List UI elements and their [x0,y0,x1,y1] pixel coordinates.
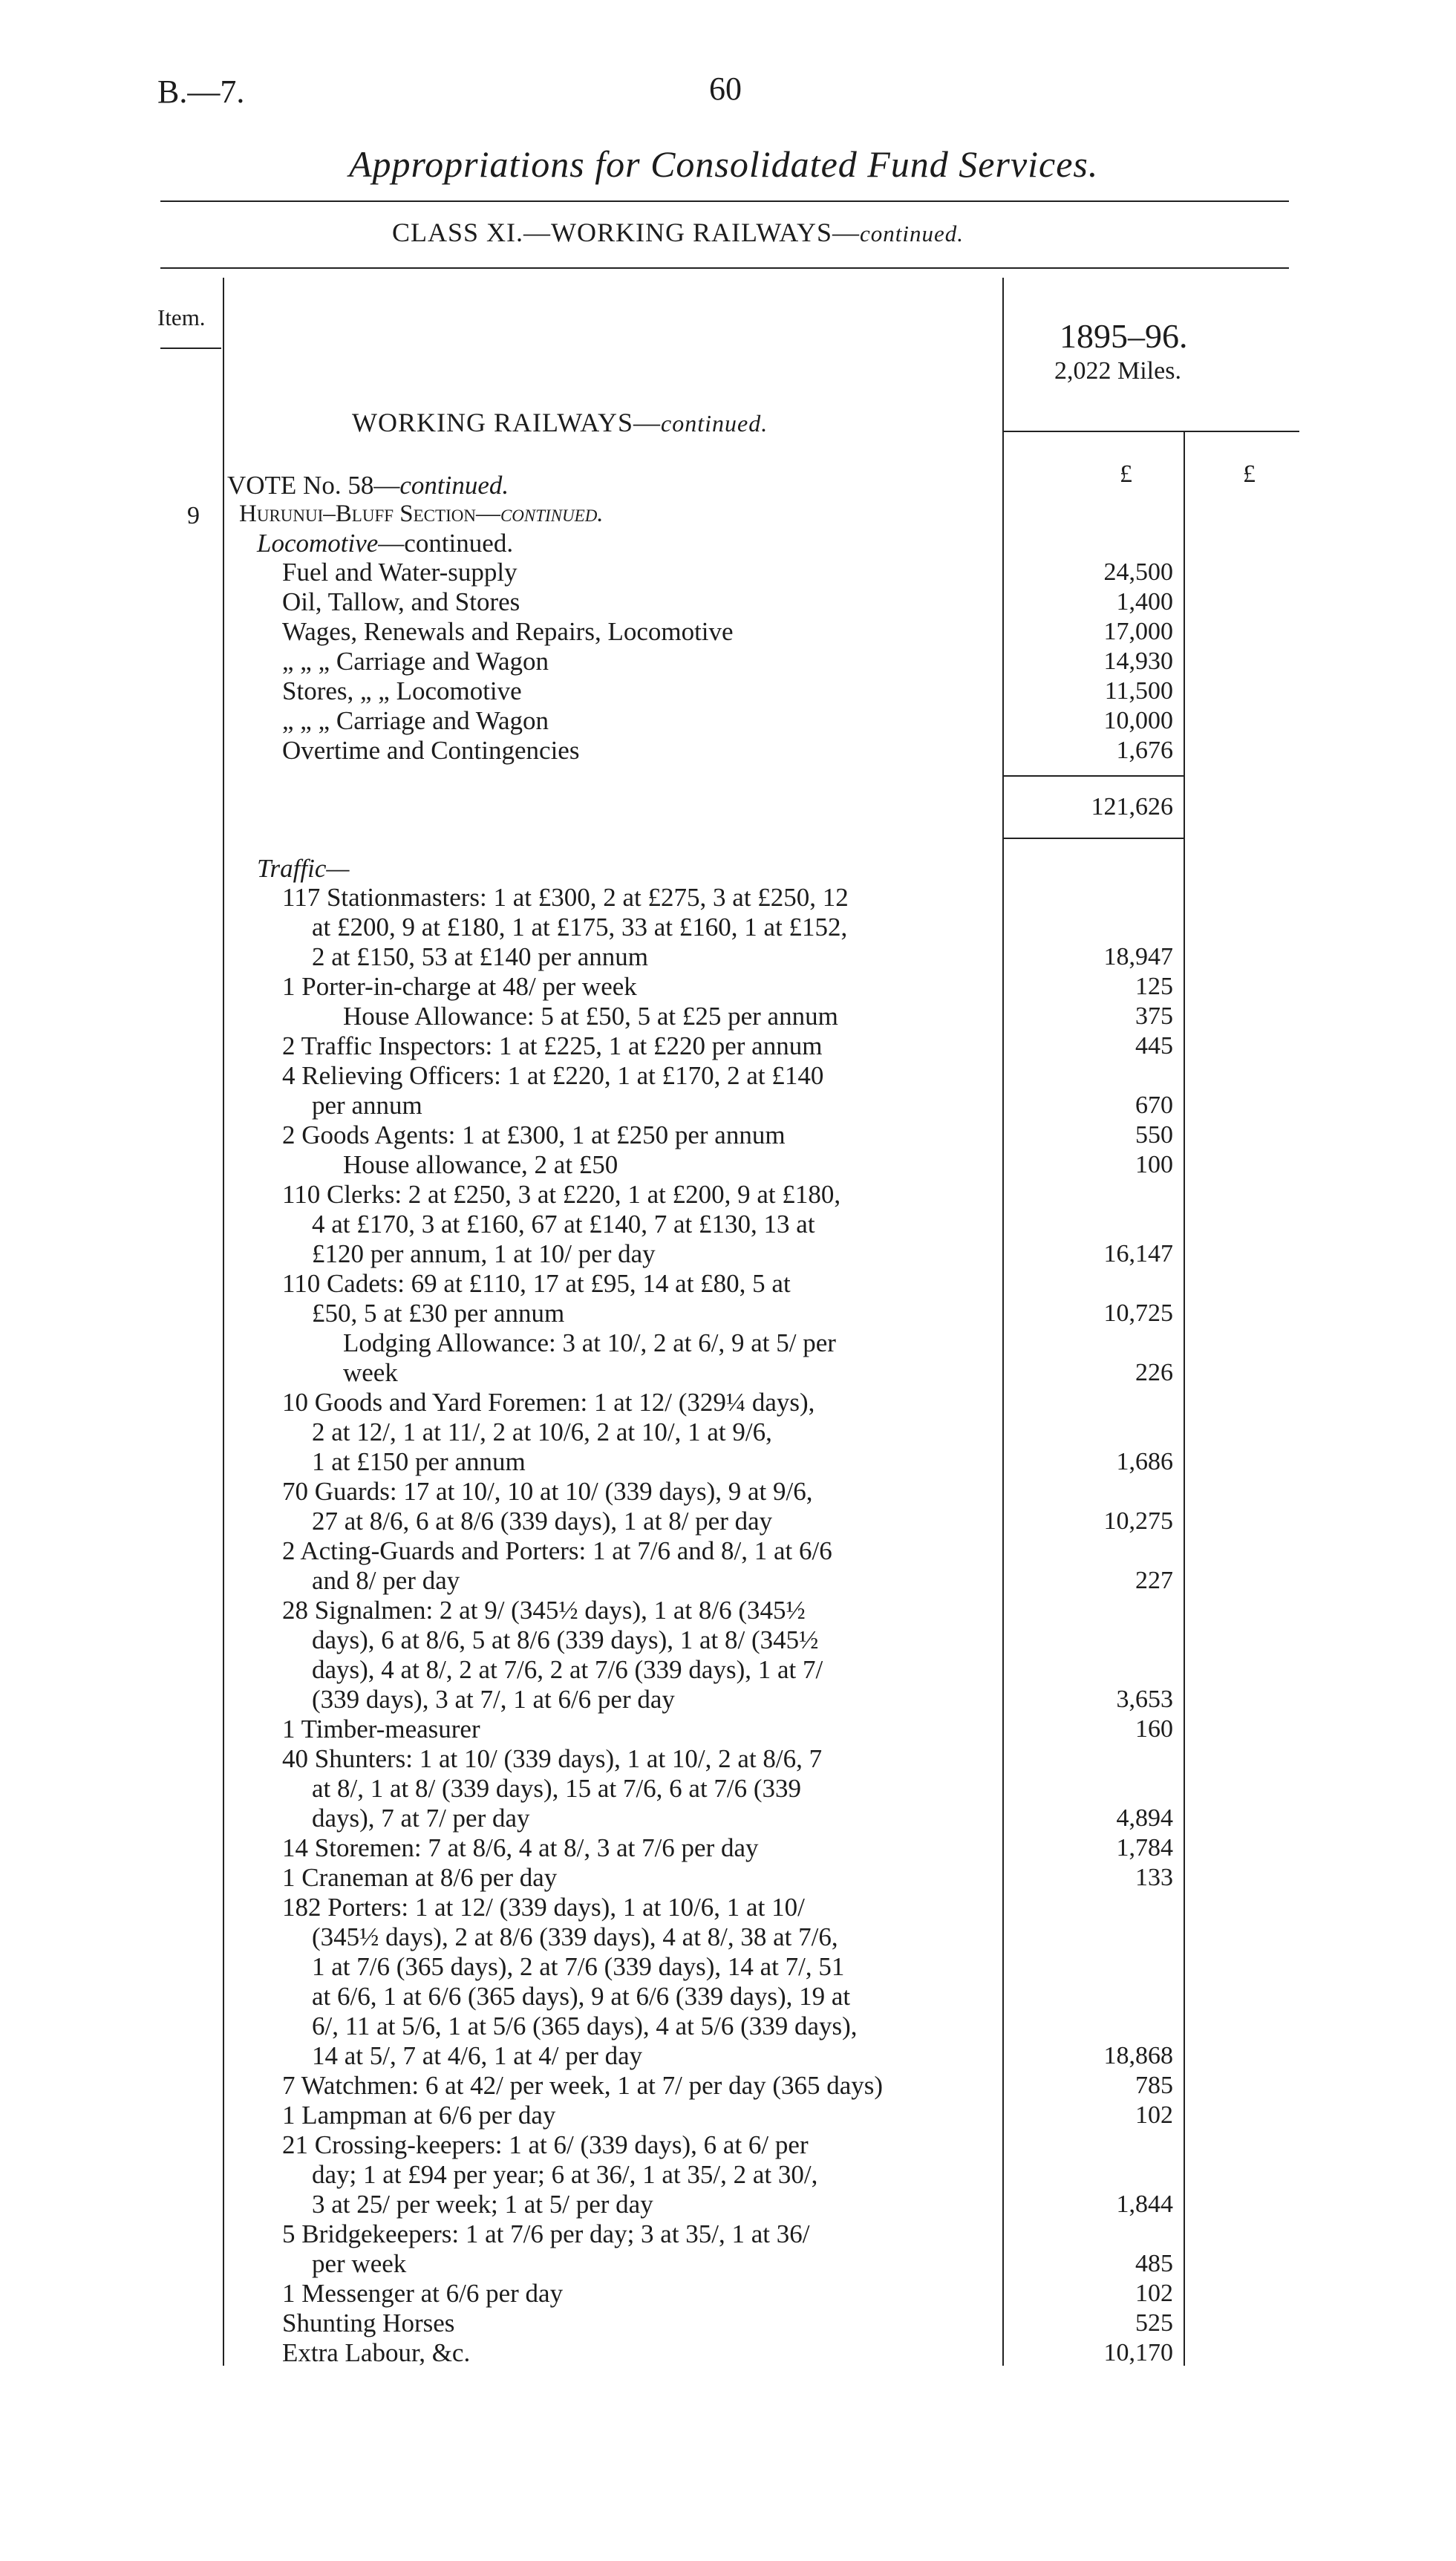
locomotive-total: 121,626 [1091,793,1173,821]
amount-cell: 445 [1135,1032,1173,1060]
amount-cell: 525 [1135,2309,1173,2337]
amount-cell: 14,930 [1103,647,1173,675]
traffic-item-line: 2 at 12/, 1 at 11/, 2 at 10/6, 2 at 10/, 1 at 9/6, [312,1417,772,1446]
locomotive-item: Wages, Renewals and Repairs, Locomotive [282,617,734,646]
traffic-item-line: 110 Clerks: 2 at £250, 3 at £220, 1 at £200, 9 at £180, [282,1180,841,1209]
item-column-rule [160,348,221,349]
amount-cell: 18,947 [1103,943,1173,970]
amount-cell: 670 [1135,1092,1173,1119]
locomotive-item: „ „ „ Carriage and Wagon [282,647,549,676]
amount-cell: 1,784 [1116,1834,1173,1862]
traffic-item-line: per annum [312,1091,422,1120]
traffic-subheading: Traffic— [257,854,350,883]
traffic-item-line: 1 Porter-in-charge at 48/ per week [282,972,637,1001]
traffic-item-line: Lodging Allowance: 3 at 10/, 2 at 6/, 9 at 5/ per [343,1328,836,1357]
amount-cell: 10,170 [1103,2339,1173,2366]
currency-column-2: £ [1243,460,1256,488]
locomotive-item: Fuel and Water-supply [282,558,518,587]
traffic-item-line: 1 Messenger at 6/6 per day [282,2279,564,2308]
traffic-item-line: 2 Acting-Guards and Porters: 1 at 7/6 and 8/, 1 at 6/6 [282,1536,832,1565]
amount-cell: 1,400 [1116,588,1173,616]
traffic-item-line: 7 Watchmen: 6 at 42/ per week, 1 at 7/ per day (365 days) [282,2071,884,2100]
amount-cell: 1,676 [1116,737,1173,764]
traffic-item-line: week [343,1358,398,1387]
traffic-item-line: 5 Bridgekeepers: 1 at 7/6 per day; 3 at 35/, 1 at 36/ [282,2219,810,2248]
class-title: CLASS XI.—WORKING RAILWAYS—continued. [392,218,964,247]
traffic-item-line: and 8/ per day [312,1566,460,1595]
amount-cell: 785 [1135,2072,1173,2099]
traffic-item-line: 21 Crossing-keepers: 1 at 6/ (339 days), 6 at 6/ per [282,2130,809,2159]
traffic-item-line: 2 at £150, 53 at £140 per annum [312,942,648,971]
year-header: 1895–96. [1060,317,1188,355]
traffic-item-line: £50, 5 at £30 per annum [312,1299,565,1328]
amount-cell: 24,500 [1103,558,1173,586]
amount-cell: 100 [1135,1151,1173,1178]
currency-column-1: £ [1120,460,1132,488]
locomotive-item: „ „ „ Carriage and Wagon [282,706,549,735]
traffic-item-line: 3 at 25/ per week; 1 at 5/ per day [312,2190,653,2219]
left-column-line [223,278,224,2366]
amount-cell: 10,725 [1103,1299,1173,1327]
amount-cell: 10,275 [1103,1507,1173,1535]
amount-cell: 17,000 [1103,618,1173,645]
traffic-item-line: 28 Signalmen: 2 at 9/ (345½ days), 1 at 8/6 (345½ [282,1596,806,1625]
traffic-item-line: 14 Storemen: 7 at 8/6, 4 at 8/, 3 at 7/6 per day [282,1833,759,1862]
amount-cell: 226 [1135,1359,1173,1386]
traffic-item-line: 117 Stationmasters: 1 at £300, 2 at £275, 3 at £250, 12 [282,883,849,912]
vote-heading: VOTE No. 58—continued. [227,471,509,500]
subtotal-rule-top [1004,775,1184,777]
traffic-item-line: days), 7 at 7/ per day [312,1804,530,1833]
traffic-item-line: (345½ days), 2 at 8/6 (339 days), 4 at 8/, 38 at 7/6, [312,1922,838,1951]
class-rule [160,267,1289,269]
traffic-item-line: day; 1 at £94 per year; 6 at 36/, 1 at 35/, 2 at 30/, [312,2160,818,2189]
page-title: Appropriations for Consolidated Fund Services. [349,143,1099,185]
traffic-item-line: at 8/, 1 at 8/ (339 days), 15 at 7/6, 6 at 7/6 (339 [312,1774,802,1803]
page-number: 60 [709,71,742,107]
traffic-item-line: 182 Porters: 1 at 12/ (339 days), 1 at 10/6, 1 at 10/ [282,1893,805,1922]
traffic-item-line: 10 Goods and Yard Foremen: 1 at 12/ (329¼ days), [282,1388,815,1417]
amount-cell: 11,500 [1104,677,1173,705]
traffic-item-line: 6/, 11 at 5/6, 1 at 5/6 (365 days), 4 at 5/6 (339 days), [312,2012,858,2040]
item-column-header: Item. [157,304,206,330]
traffic-item-line: 27 at 8/6, 6 at 8/6 (339 days), 1 at 8/ per day [312,1507,773,1536]
year-header-rule [1004,431,1299,432]
amount-cell: 227 [1135,1567,1173,1594]
traffic-item-line: per week [312,2249,407,2278]
amount-cell: 160 [1135,1715,1173,1743]
traffic-item-line: Shunting Horses [282,2309,455,2337]
traffic-item-line: 4 at £170, 3 at £160, 67 at £140, 7 at £130, 13 at [312,1210,815,1239]
section-heading: WORKING RAILWAYS—continued. [352,408,768,437]
amount-cell: 1,686 [1116,1448,1173,1475]
traffic-item-line: 1 Lampman at 6/6 per day [282,2101,556,2130]
amount-cell: 4,894 [1116,1804,1173,1832]
amount-cell: 375 [1135,1002,1173,1030]
traffic-item-line: 40 Shunters: 1 at 10/ (339 days), 1 at 10/, 2 at 8/6, 7 [282,1744,823,1773]
item-number: 9 [187,502,200,529]
miles-header: 2,022 Miles. [1054,357,1181,385]
traffic-item-line: days), 4 at 8/, 2 at 7/6, 2 at 7/6 (339 days), 1 at 7/ [312,1655,823,1684]
traffic-item-line: Extra Labour, &c. [282,2338,471,2367]
subtotal-rule-bottom [1004,838,1184,839]
traffic-item-line: 2 Traffic Inspectors: 1 at £225, 1 at £220 per annum [282,1031,823,1060]
amount-cell: 125 [1135,973,1173,1000]
traffic-item-line: days), 6 at 8/6, 5 at 8/6 (339 days), 1 at 8/ (345½ [312,1625,819,1654]
traffic-item-line: 1 at £150 per annum [312,1447,526,1476]
locomotive-subheading: Locomotive—continued. [257,529,514,558]
traffic-item-line: 1 Craneman at 8/6 per day [282,1863,558,1892]
amount-cell: 16,147 [1103,1240,1173,1268]
traffic-item-line: £120 per annum, 1 at 10/ per day [312,1239,656,1268]
amount-cell: 485 [1135,2250,1173,2277]
top-rule [160,200,1289,202]
amount-cell: 102 [1135,2280,1173,2307]
amount-cell: 550 [1135,1121,1173,1149]
amount-cell: 133 [1135,1864,1173,1891]
traffic-item-line: House Allowance: 5 at £50, 5 at £25 per annum [343,1002,838,1031]
traffic-item-line: 1 at 7/6 (365 days), 2 at 7/6 (339 days), 14 at 7/, 51 [312,1952,845,1981]
amount-cell: 3,653 [1116,1686,1173,1713]
traffic-item-line: 110 Cadets: 69 at £110, 17 at £95, 14 at £80, 5 at [282,1269,791,1298]
amount-cell: 102 [1135,2101,1173,2129]
traffic-item-line: at 6/6, 1 at 6/6 (365 days), 9 at 6/6 (339 days), 19 at [312,1982,851,2011]
locomotive-item: Oil, Tallow, and Stores [282,587,520,616]
amount-cell: 18,868 [1103,2042,1173,2069]
locomotive-item: Overtime and Contingencies [282,736,580,765]
railway-section-name: Hurunui–Bluff Section—continued. [239,500,604,527]
locomotive-item: Stores, „ „ Locomotive [282,676,522,705]
traffic-item-line: 14 at 5/, 7 at 4/6, 1 at 4/ per day [312,2041,643,2070]
traffic-item-line: at £200, 9 at £180, 1 at £175, 33 at £160, 1 at £152, [312,913,848,942]
traffic-item-line: 1 Timber-measurer [282,1715,480,1743]
traffic-item-line: 2 Goods Agents: 1 at £300, 1 at £250 per annum [282,1120,786,1149]
traffic-item-line: House allowance, 2 at £50 [343,1150,618,1179]
amount-column-line [1002,278,1004,2366]
traffic-item-line: (339 days), 3 at 7/, 1 at 6/6 per day [312,1685,675,1714]
document-reference: B.—7. [157,74,245,110]
traffic-item-line: 70 Guards: 17 at 10/, 10 at 10/ (339 days), 9 at 9/6, [282,1477,813,1506]
amount-cell: 1,844 [1116,2190,1173,2218]
total-column-line [1184,432,1185,2366]
traffic-item-line: 4 Relieving Officers: 1 at £220, 1 at £170, 2 at £140 [282,1061,824,1090]
amount-cell: 10,000 [1103,707,1173,734]
